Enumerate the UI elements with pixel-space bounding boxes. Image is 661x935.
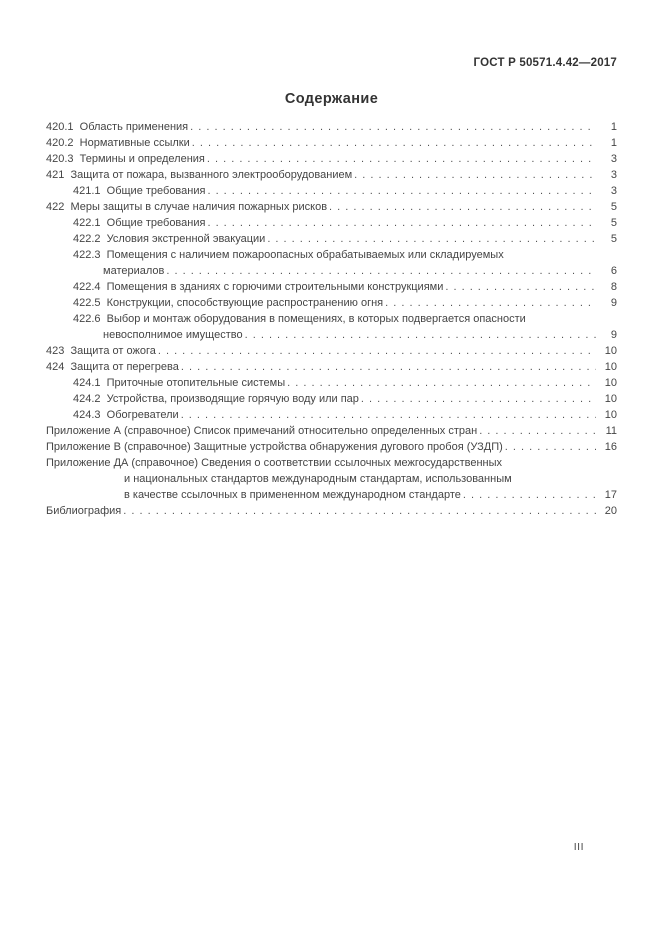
- toc-entry-page: 8: [610, 281, 617, 293]
- toc-entry-page: 9: [610, 297, 617, 309]
- toc-entry-page: 3: [610, 153, 617, 165]
- dot-leader: [354, 167, 596, 183]
- toc-entry-text: 421 Защита от пожара, вызванного электрооборудованием: [46, 169, 353, 181]
- dot-leader: [385, 295, 596, 311]
- toc-entry-text: 420.3 Термины и определения: [46, 153, 205, 165]
- toc-entry-text: 422 Меры защиты в случае наличия пожарных рисков: [46, 201, 328, 213]
- toc-entry-page: 5: [610, 233, 617, 245]
- toc-entry-text: 422.5 Конструкции, способствующие распространению огня: [73, 297, 384, 309]
- toc-entry: [46, 455, 617, 471]
- toc-entry-text: 420.2 Нормативные ссылки: [46, 137, 190, 149]
- toc-entry: [46, 359, 617, 375]
- toc-entry: [46, 279, 617, 295]
- toc-entry-continuation: [46, 487, 617, 503]
- toc-entry-text: 420.1 Область применения: [46, 121, 189, 133]
- table-of-contents: [46, 119, 617, 519]
- toc-entry-text: Библиография: [46, 505, 122, 517]
- dot-leader: [166, 263, 596, 279]
- dot-leader: [158, 343, 596, 359]
- toc-entry-page: 10: [604, 361, 617, 373]
- toc-entry-text: невосполнимое имущество: [103, 329, 243, 341]
- toc-entry-text: 424.3 Обогреватели: [73, 409, 179, 421]
- toc-entry-page: 9: [610, 329, 617, 341]
- toc-entry: [46, 343, 617, 359]
- toc-entry-continuation: [46, 263, 617, 279]
- toc-entry-continuation: [46, 471, 617, 487]
- toc-entry-text: и национальных стандартов международным стандартам, использованным: [124, 473, 512, 485]
- toc-entry: [46, 391, 617, 407]
- toc-entry-text: Приложение А (справочное) Список примечаний относительно определенных стран: [46, 425, 478, 437]
- dot-leader: [287, 375, 596, 391]
- page-title: Содержание: [284, 91, 379, 107]
- toc-entry: [46, 439, 617, 455]
- dot-leader: [181, 359, 596, 375]
- toc-entry-text: 422.1 Общие требования: [73, 217, 206, 229]
- toc-entry-text: Приложение В (справочное) Защитные устройства обнаружения дугового пробоя (УЗДП): [46, 441, 503, 453]
- toc-entry-page: 3: [610, 169, 617, 181]
- toc-entry: [46, 215, 617, 231]
- toc-entry-text: 422.6 Выбор и монтаж оборудования в помещениях, в которых подвергается опасности: [73, 313, 526, 325]
- toc-entry: [46, 311, 617, 327]
- toc-entry: [46, 199, 617, 215]
- dot-leader: [245, 327, 596, 343]
- dot-leader: [123, 503, 596, 519]
- dot-leader: [445, 279, 596, 295]
- toc-entry: [46, 135, 617, 151]
- toc-entry: [46, 151, 617, 167]
- toc-entry: [46, 183, 617, 199]
- toc-entry-text: 422.2 Условия экстренной эвакуации: [73, 233, 266, 245]
- toc-entry-page: 3: [610, 185, 617, 197]
- dot-leader: [181, 407, 596, 423]
- toc-entry-text: Приложение ДА (справочное) Сведения о соответствии ссылочных межгосударственных: [46, 457, 502, 469]
- page-number-folio: III: [573, 841, 584, 853]
- toc-entry-page: 16: [604, 441, 617, 453]
- toc-entry-text: материалов: [103, 265, 165, 277]
- toc-entry-page: 11: [605, 425, 617, 437]
- toc-entry: [46, 119, 617, 135]
- toc-entry-text: 421.1 Общие требования: [73, 185, 206, 197]
- toc-entry: [46, 247, 617, 263]
- toc-entry: [46, 231, 617, 247]
- toc-entry-page: 1: [610, 137, 617, 149]
- toc-entry-text: 423 Защита от ожога: [46, 345, 156, 357]
- dot-leader: [192, 135, 596, 151]
- toc-entry-page: 10: [604, 409, 617, 421]
- toc-entry: [46, 423, 617, 439]
- toc-entry-page: 5: [610, 217, 617, 229]
- toc-entry-page: 6: [610, 265, 617, 277]
- dot-leader: [463, 487, 596, 503]
- toc-entry-text: в качестве ссылочных в примененном международном стандарте: [124, 489, 461, 501]
- toc-entry-text: 422.4 Помещения в зданиях с горючими строительными конструкциями: [73, 281, 444, 293]
- dot-leader: [190, 119, 596, 135]
- toc-entry-text: 424.2 Устройства, производящие горячую воду или пар: [73, 393, 359, 405]
- dot-leader: [479, 423, 596, 439]
- toc-entry-continuation: [46, 327, 617, 343]
- toc-entry-page: 17: [604, 489, 617, 501]
- toc-entry: [46, 295, 617, 311]
- document-code: ГОСТ Р 50571.4.42—2017: [473, 57, 617, 69]
- toc-entry: [46, 375, 617, 391]
- toc-entry-text: 422.3 Помещения с наличием пожароопасных обрабатываемых или складируемых: [73, 249, 504, 261]
- toc-entry-page: 5: [610, 201, 617, 213]
- toc-entry: [46, 167, 617, 183]
- dot-leader: [505, 439, 596, 455]
- toc-entry: [46, 503, 617, 519]
- toc-entry-page: 10: [604, 345, 617, 357]
- toc-entry-page: 10: [604, 393, 617, 405]
- dot-leader: [207, 183, 596, 199]
- toc-entry: [46, 407, 617, 423]
- dot-leader: [207, 151, 596, 167]
- dot-leader: [207, 215, 596, 231]
- toc-entry-text: 424.1 Приточные отопительные системы: [73, 377, 286, 389]
- dot-leader: [329, 199, 596, 215]
- toc-entry-page: 10: [604, 377, 617, 389]
- dot-leader: [361, 391, 596, 407]
- dot-leader: [267, 231, 596, 247]
- toc-entry-page: 1: [610, 121, 617, 133]
- toc-entry-text: 424 Защита от перегрева: [46, 361, 179, 373]
- toc-entry-page: 20: [604, 505, 617, 517]
